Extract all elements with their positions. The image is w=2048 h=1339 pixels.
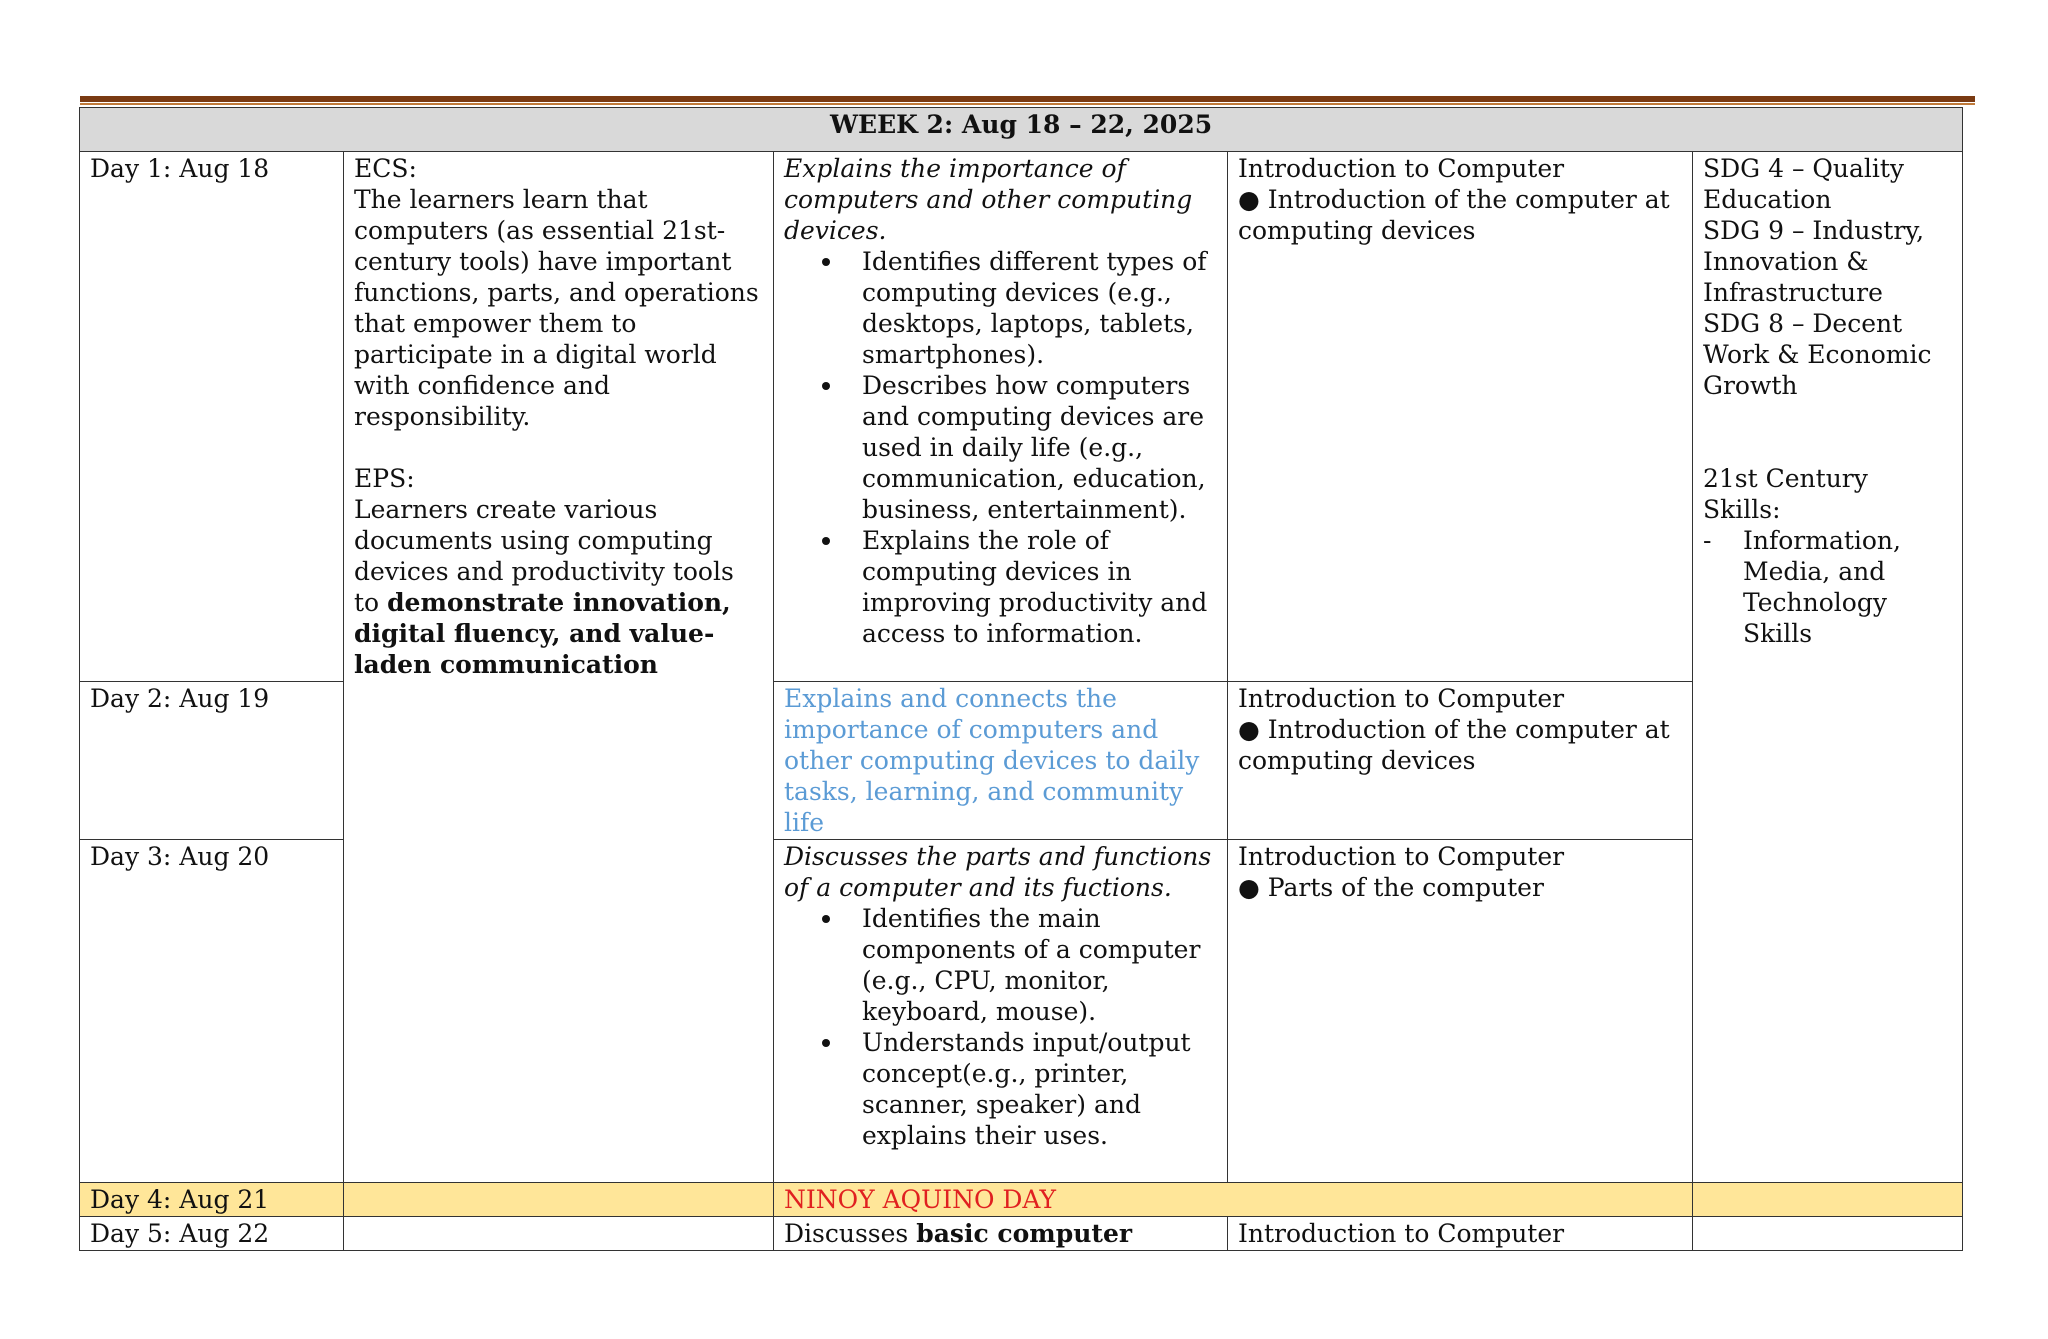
bullet-icon — [822, 915, 830, 923]
table-row-day4 — [80, 1183, 1963, 1217]
lesson-plan-table — [79, 107, 1963, 1251]
day3-content-title: Introduction to Computer — [1238, 842, 1565, 871]
header-rule — [80, 96, 1975, 102]
sdg-item: SDG 9 – Industry, Innovation & Infrastructure — [1703, 216, 1925, 307]
skills-list — [1703, 525, 1952, 649]
dash-icon: - — [1703, 526, 1712, 555]
day1-competency-list — [784, 246, 1217, 649]
bullet-icon — [822, 382, 830, 390]
list-item: Describes how computers and computing devices are used in daily life (e.g., communication, education, business, entertainment). — [862, 370, 1217, 525]
bullet-icon — [822, 258, 830, 266]
table-row-day1 — [80, 152, 1963, 682]
integration-cell — [1693, 152, 1963, 1183]
day3-competency-list — [784, 903, 1217, 1151]
list-item: Explains the role of computing devices in improving productivity and access to information. — [862, 525, 1217, 649]
day4-integration-empty — [1693, 1183, 1963, 1217]
eps-paragraph — [354, 494, 763, 680]
day1-content — [1228, 152, 1693, 682]
day5-date: Day 5: Aug 22 — [80, 1217, 344, 1251]
day5-content-title: Introduction to Computer — [1228, 1217, 1693, 1251]
list-item: - Information, Media, and Technology Skills — [1703, 526, 1901, 648]
day5-integration-empty — [1693, 1217, 1963, 1251]
list-item: Understands input/output concept(e.g., printer, scanner, speaker) and explains their uses. — [862, 1027, 1217, 1151]
day1-competency-heading: Explains the importance of computers and other computing devices. — [784, 154, 1193, 245]
eps-label: EPS: — [354, 464, 415, 493]
day2-date: Day 2: Aug 19 — [80, 682, 344, 840]
standards-cell — [344, 152, 774, 1183]
day3-content — [1228, 840, 1693, 1183]
day2-content — [1228, 682, 1693, 840]
list-item: Identifies the main components of a computer (e.g., CPU, monitor, keyboard, mouse). — [862, 903, 1217, 1027]
day4-date: Day 4: Aug 21 — [80, 1183, 344, 1217]
day2-content-title: Introduction to Computer — [1238, 684, 1565, 713]
ecs-label: ECS: — [354, 154, 417, 183]
day1-content-item: ● Introduction of the computer at computing devices — [1238, 185, 1670, 245]
day1-date: Day 1: Aug 18 — [80, 152, 344, 682]
day5-standards-empty — [344, 1217, 774, 1251]
day2-content-item: ● Introduction of the computer at computing devices — [1238, 715, 1670, 775]
eps-text: Learners create various documents using computing devices and productivity tools to — [354, 495, 734, 617]
day1-content-title: Introduction to Computer — [1238, 154, 1565, 183]
skills-label: 21st Century Skills: — [1703, 464, 1868, 524]
sdg-item: SDG 8 – Decent Work & Economic Growth — [1703, 309, 1932, 400]
day3-competency-heading: Discusses the parts and functions of a computer and its fuctions. — [784, 842, 1212, 902]
ecs-text: The learners learn that computers (as essential 21st-century tools) have important functions, parts, and operations that empower them to participate in a digital world with confidence and responsibility. — [354, 185, 759, 431]
day3-date: Day 3: Aug 20 — [80, 840, 344, 1183]
day3-content-item: ● Parts of the computer — [1238, 873, 1544, 902]
day2-competency: Explains and connects the importance of computers and other computing devices to daily tasks, learning, and community life — [774, 682, 1228, 840]
header-rule-accent — [80, 103, 1975, 105]
day4-holiday: NINOY AQUINO DAY — [774, 1183, 1693, 1217]
list-item: Identifies different types of computing devices (e.g., desktops, laptops, tablets, smartphones). — [862, 246, 1217, 370]
bullet-icon — [822, 1039, 830, 1047]
table-row-day5 — [80, 1217, 1963, 1251]
day3-competency — [774, 840, 1228, 1183]
week-header: WEEK 2: Aug 18 – 22, 2025 — [80, 108, 1963, 152]
bullet-icon — [822, 537, 830, 545]
day5-competency: Discusses basic computer — [774, 1217, 1228, 1251]
day1-competency — [774, 152, 1228, 682]
week-header-row — [80, 108, 1963, 152]
sdg-item: SDG 4 – Quality Education — [1703, 154, 1905, 214]
day4-standards-empty — [344, 1183, 774, 1217]
eps-bold-text: demonstrate innovation, digital fluency, and value-laden communication — [354, 588, 731, 679]
